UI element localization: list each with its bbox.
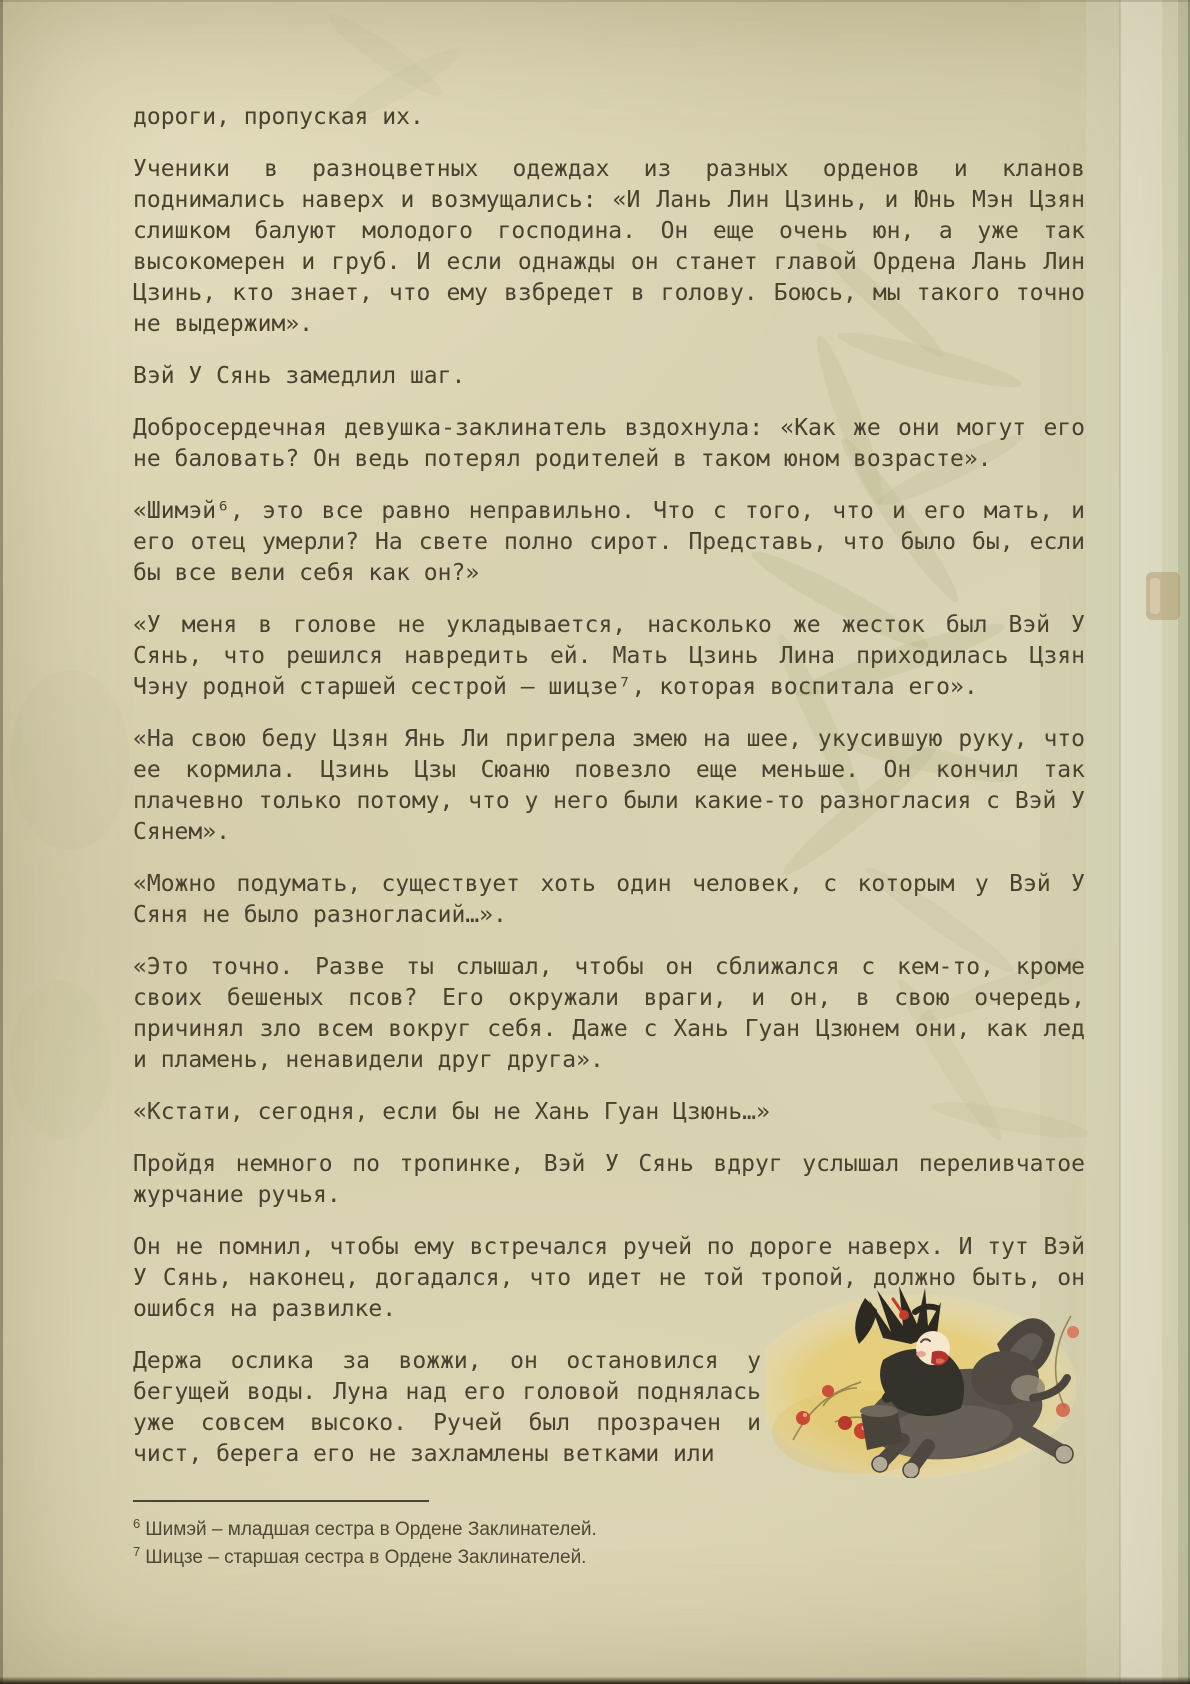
page-edge-bottom (0, 1677, 1190, 1684)
bamboo-node (1146, 572, 1180, 620)
bamboo-stalk (1120, 0, 1162, 1684)
paragraph: «На свою беду Цзян Янь Ли пригрела змею на шее, укусившую руку, что ее кормила. Цзинь Цзы Сюаню повезло еще меньше. Он кончил так плачевно только потому, что у него были какие-то разногласия с Вэй У Сянем». (133, 726, 1085, 845)
bamboo-stalk (1162, 0, 1178, 1684)
page-edge-left (0, 0, 3, 1684)
bamboo-stalk (1178, 0, 1190, 1684)
paragraph: «У меня в голове не укладывается, насколько же жесток был Вэй У Сянь, что решился навредить ей. Мать Цзинь Лина приходилась Цзян Чэну родной старшей сестрой – шицзе⁷, которая воспитала его». (133, 612, 1085, 700)
footnotes (133, 1500, 1085, 1572)
paragraph: Держа ослика за вожжи, он остановился у бегущей воды. Луна над его головой поднялась уже совсем высоко. Ручей был прозрачен и чист, берега его не захламлены ветками или (133, 1348, 761, 1467)
paragraph: «Можно подумать, существует хоть один человек, с которым у Вэй У Сяня не было разногласий…». (133, 871, 1085, 928)
paragraph: «Это точно. Разве ты слышал, чтобы он сближался с кем-то, кроме своих бешеных псов? Его окружали враги, и он, в свою очередь, причинял зло всем вокруг себя. Даже с Хань Гуан Цзюнем они, как лед и пламень, ненавидели друг друга». (133, 954, 1085, 1073)
paragraph: Ученики в разноцветных одеждах из разных орденов и кланов поднимались наверх и возмущались: «И Лань Лин Цзинь, и Юнь Мэн Цзян слишком балуют молодого господина. Он еще очень юн, а уже так высокомерен и груб. И если однажды он станет главой Ордена Лань Лин Цзинь, кто знает, что ему взбредет в голову. Боюсь, мы такого точно не выдержим». (133, 156, 1085, 337)
page-text (133, 102, 1085, 1572)
chibi-donkey-illustration (765, 1282, 1085, 1478)
footnote (133, 1516, 1085, 1544)
paragraph: Добросердечная девушка-заклинатель вздохнула: «Как же они могут его не баловать? Он ведь потерял родителей в таком юном возрасте». (133, 415, 1085, 472)
paragraph: Он не помнил, чтобы ему встречался ручей по дороге наверх. И тут Вэй У Сянь, наконец, догадался, что идет не той тропой, должно быть, он ошибся на развилке. (133, 1234, 1085, 1322)
bamboo-stalk (1086, 0, 1120, 1684)
footnote-marker: 6 (133, 1515, 141, 1531)
footnote-separator (133, 1500, 429, 1502)
footnote-text: Шицзе – старшая сестра в Ордене Заклинателей. (145, 1547, 587, 1568)
paragraph: дороги, пропуская их. (133, 104, 424, 130)
footnote-marker: 7 (133, 1543, 141, 1559)
footnote-text: Шимэй – младшая сестра в Ордене Заклинателей. (145, 1519, 597, 1540)
jar (860, 1405, 903, 1450)
paragraph: «Кстати, сегодня, если бы не Хань Гуан Цзюнь…» (133, 1099, 770, 1125)
paragraph: Пройдя немного по тропинке, Вэй У Сянь вдруг услышал переливчатое журчание ручья. (133, 1151, 1085, 1208)
paragraph: «Шимэй⁶, это все равно неправильно. Что с того, что и его мать, и его отец умерли? На свете полно сирот. Представь, что было бы, если бы все вели себя как он?» (133, 498, 1085, 586)
footnote (133, 1544, 1085, 1572)
last-paragraph-with-illustration (133, 1346, 1085, 1470)
page-edge-top (0, 0, 1190, 2)
paragraph: Вэй У Сянь замедлил шаг. (133, 363, 466, 389)
